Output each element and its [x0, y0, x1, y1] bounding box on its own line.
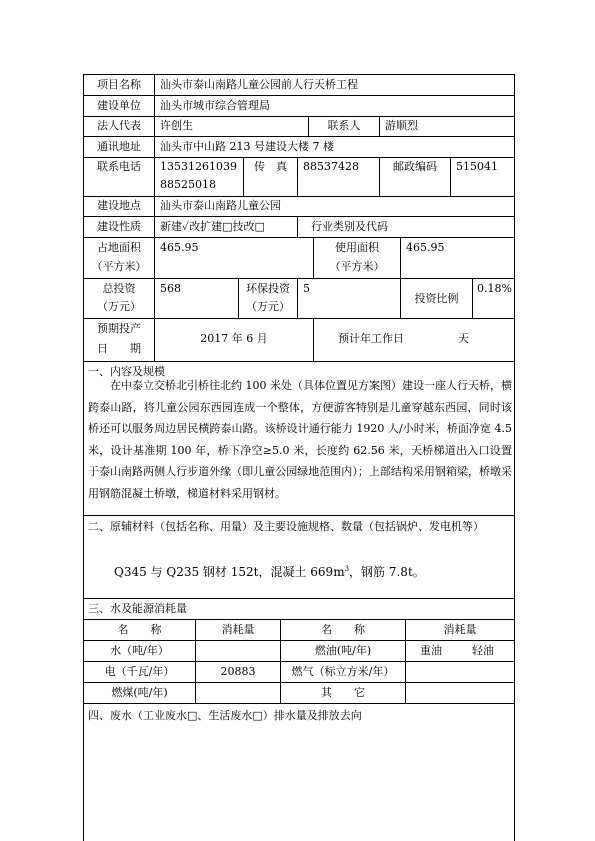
postcode-value: 515041 [456, 160, 498, 173]
env-investment-unit: （万元） [246, 300, 290, 313]
phone-value-2: 88525018 [160, 178, 216, 191]
light-oil-label: 轻油 [472, 644, 494, 657]
name-header-2: 名 称 [321, 623, 365, 636]
env-investment-value: 5 [303, 282, 310, 295]
section-2-title: 二、原辅材料（包括名称、用量）及主要设施规格、数量（包括锅炉、发电机等） [88, 520, 484, 533]
production-date-label-2: 日 期 [97, 342, 141, 355]
row-divider [83, 682, 515, 683]
row-divider [83, 116, 515, 117]
investment-ratio-value: 0.18% [477, 282, 512, 295]
row-divider [83, 661, 515, 662]
industry-label: 行业类别及代码 [311, 220, 388, 233]
row-divider [83, 196, 515, 197]
row-divider [83, 136, 515, 137]
row-divider [83, 216, 515, 217]
section-4-title: 四、废水（工业废水□、生活废水□）排水量及排放去向 [88, 709, 362, 722]
location-label: 建设地点 [97, 199, 141, 212]
coal-label: 燃煤(吨/年) [111, 686, 168, 699]
fuel-oil-label: 燃油(吨/年) [314, 644, 372, 657]
land-area-unit: （平方米） [91, 260, 147, 273]
section-divider [83, 703, 515, 704]
section-3-title: 三、水及能源消耗量 [88, 602, 187, 615]
section-1-text: 在中泰立交桥北引桥往北约 100 米处（具体位置见方案图）建设一座人行天桥，横跨泰山路，将儿童公园东西园连成一个整体，方便游客特别是儿童穿越东西园，同时该桥还可以服务周边居民横跨泰山路。该桥设计通行能力 1920 人/小时米，桥面净宽 4.5 米，设计基准期 100 年，桥下净空≥5.0 米，长度约 62.56 米，天桥梯道出入口设置于泰山南路两侧人行步道外缘（即儿童公园绿地范围内）；上部结构采用钢箱梁，桥墩采用钢筋混凝土桥墩，梯道材料采用钢材。 [88, 379, 512, 500]
address-value: 汕头市中山路 213 号建设大楼 7 楼 [160, 140, 334, 153]
table-border-left [83, 74, 84, 841]
legal-rep-label: 法人代表 [97, 119, 141, 132]
materials-part-1: Q345 与 Q235 钢材 152t，混凝土 669m [114, 565, 345, 579]
use-area-value: 465.95 [406, 241, 445, 254]
total-investment-label: 总投资 [102, 282, 136, 295]
contact-person-label: 联系人 [327, 119, 361, 132]
gas-label: 燃气（标立方米/年） [291, 665, 395, 678]
use-area-unit: （平方米） [329, 260, 385, 273]
electricity-label: 电（千瓦/年） [104, 665, 175, 678]
section-1-title: 一、内容及规模 [88, 365, 165, 378]
heavy-oil-label: 重油 [420, 644, 442, 657]
cell-divider [400, 237, 401, 278]
fax-value: 88537428 [303, 160, 359, 173]
project-name-label: 项目名称 [97, 78, 141, 91]
phone-value-1: 13531261039 [160, 160, 237, 173]
address-label: 通讯地址 [97, 140, 141, 153]
cubic-superscript: 3 [344, 565, 350, 573]
amount-header-1: 消耗量 [221, 623, 255, 636]
materials-text [114, 561, 425, 580]
legal-rep-value: 许创生 [160, 119, 193, 132]
cell-divider [297, 157, 298, 196]
row-divider [83, 237, 515, 238]
fax-label: 传 真 [254, 160, 287, 173]
cell-divider [450, 157, 451, 196]
row-divider [83, 95, 515, 96]
workdays-unit: 天 [458, 332, 469, 345]
workdays-label: 预计年工作日 [338, 332, 404, 345]
production-date-label: 预期投产 [97, 322, 141, 335]
name-header-1: 名 称 [117, 623, 162, 636]
table-border-right [514, 74, 515, 841]
row-divider [83, 619, 515, 620]
row-divider [83, 640, 515, 641]
env-investment-label: 环保投资 [246, 282, 290, 295]
cell-divider [379, 116, 380, 137]
cell-divider [297, 216, 298, 237]
label-column-divider [154, 74, 155, 318]
postcode-label: 邮政编码 [393, 160, 437, 173]
total-investment-value: 568 [160, 282, 181, 295]
location-value: 汕头市泰山南路儿童公园 [160, 199, 281, 212]
row-divider [83, 361, 515, 362]
water-label: 水（吨/年） [110, 644, 169, 657]
section-divider [83, 598, 515, 599]
cell-divider [297, 278, 298, 318]
cell-divider [313, 318, 314, 361]
investment-ratio-label: 投资比例 [414, 292, 459, 305]
other-label: 其 它 [321, 686, 365, 699]
nature-label: 建设性质 [97, 220, 141, 233]
contact-person-value: 游顺烈 [385, 119, 418, 132]
nature-value: 新建✓改扩建□技改□ [160, 220, 265, 233]
materials-part-2: ，钢筋 7.8t。 [349, 565, 425, 579]
section-divider [83, 515, 515, 516]
row-divider [83, 318, 515, 319]
table-border-top [83, 74, 515, 75]
production-date-value: 2017 年 6 月 [200, 332, 268, 345]
amount-header-2: 消耗量 [443, 623, 477, 636]
total-investment-unit: （万元） [97, 300, 141, 313]
row-divider [83, 278, 515, 279]
land-area-value: 465.95 [160, 241, 199, 254]
construction-unit-value: 汕头市城市综合管理局 [160, 99, 270, 112]
use-area-label: 使用面积 [335, 241, 379, 254]
project-name-value: 汕头市泰山南路儿童公园前人行天桥工程 [160, 78, 358, 91]
construction-unit-label: 建设单位 [97, 99, 141, 112]
cell-divider [472, 278, 473, 318]
phone-label: 联系电话 [97, 160, 141, 173]
electricity-value: 20883 [220, 665, 256, 678]
land-area-label: 占地面积 [97, 241, 141, 254]
